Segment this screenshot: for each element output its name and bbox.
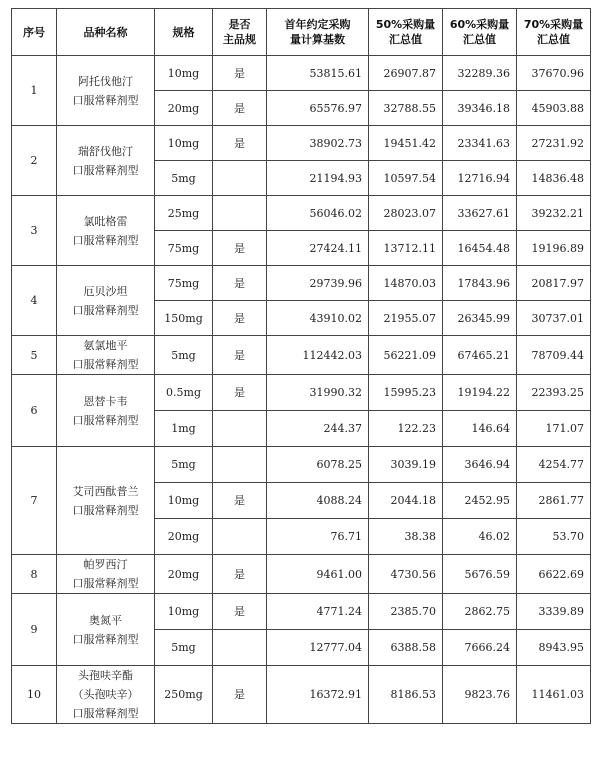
cell-seq: 3 <box>12 196 57 266</box>
drug-name-line: 阿托伐他汀 <box>78 74 133 88</box>
cell-base: 6078.25 <box>267 447 369 483</box>
cell-p60: 2862.75 <box>443 594 517 630</box>
cell-p60: 16454.48 <box>443 231 517 266</box>
cell-p50: 122.23 <box>369 411 443 447</box>
cell-p70: 6622.69 <box>517 555 591 594</box>
cell-p70: 14836.48 <box>517 161 591 196</box>
cell-p70: 171.07 <box>517 411 591 447</box>
cell-main-spec <box>213 411 267 447</box>
drug-name-line: 口服常释剂型 <box>72 93 139 107</box>
cell-base: 16372.91 <box>267 666 369 724</box>
cell-main-spec: 是 <box>213 231 267 266</box>
header-row <box>12 9 591 56</box>
cell-p70: 4254.77 <box>517 447 591 483</box>
cell-p60: 146.64 <box>443 411 517 447</box>
drug-name-line: 口服常释剂型 <box>72 358 139 371</box>
drug-name-line: 奥氮平 <box>89 613 122 627</box>
cell-p70: 78709.44 <box>517 336 591 375</box>
cell-base: 31990.32 <box>267 375 369 411</box>
drug-name-line: 口服常释剂型 <box>72 233 139 247</box>
cell-p70: 45903.88 <box>517 91 591 126</box>
cell-drug-name <box>57 196 155 266</box>
drug-name-line: 恩替卡韦 <box>83 394 128 408</box>
cell-base: 4088.24 <box>267 483 369 519</box>
header-p50: 50%采购量 汇总值 <box>369 9 443 56</box>
cell-base: 53815.61 <box>267 56 369 91</box>
cell-p60: 19194.22 <box>443 375 517 411</box>
header-p70: 70%采购量 汇总值 <box>517 9 591 56</box>
cell-p50: 38.38 <box>369 519 443 555</box>
cell-drug-name <box>57 375 155 447</box>
cell-drug-name <box>57 56 155 126</box>
cell-base: 112442.03 <box>267 336 369 375</box>
drug-name-line: 口服常释剂型 <box>72 413 139 427</box>
cell-seq: 1 <box>12 56 57 126</box>
drug-name-line: 口服常释剂型 <box>72 632 139 646</box>
cell-spec: 10mg <box>155 594 213 630</box>
cell-seq: 4 <box>12 266 57 336</box>
cell-spec: 75mg <box>155 231 213 266</box>
cell-main-spec: 是 <box>213 555 267 594</box>
cell-p60: 32289.36 <box>443 56 517 91</box>
cell-drug-name <box>57 336 155 375</box>
cell-p60: 3646.94 <box>443 447 517 483</box>
cell-spec: 20mg <box>155 519 213 555</box>
cell-seq: 6 <box>12 375 57 447</box>
cell-spec: 25mg <box>155 196 213 231</box>
cell-spec: 5mg <box>155 630 213 666</box>
cell-seq: 5 <box>12 336 57 375</box>
cell-p60: 23341.63 <box>443 126 517 161</box>
cell-p50: 14870.03 <box>369 266 443 301</box>
cell-base: 21194.93 <box>267 161 369 196</box>
header-base: 首年约定采购 量计算基数 <box>267 9 369 56</box>
drug-name-line: 口服常释剂型 <box>72 707 139 720</box>
table-row <box>12 666 591 724</box>
drug-name-line: 氯吡格雷 <box>83 214 128 228</box>
cell-base: 65576.97 <box>267 91 369 126</box>
cell-p50: 3039.19 <box>369 447 443 483</box>
cell-main-spec: 是 <box>213 483 267 519</box>
drug-name-line: 口服常释剂型 <box>72 303 139 317</box>
cell-main-spec: 是 <box>213 126 267 161</box>
cell-main-spec: 是 <box>213 594 267 630</box>
cell-p60: 26345.99 <box>443 301 517 336</box>
drug-name-line: 口服常释剂型 <box>72 577 139 590</box>
drug-name-line: 帕罗西汀 <box>83 558 128 571</box>
table-row <box>12 447 591 483</box>
cell-spec: 10mg <box>155 126 213 161</box>
drug-name-line: 口服常释剂型 <box>72 163 139 177</box>
table-body <box>12 56 591 724</box>
cell-p50: 32788.55 <box>369 91 443 126</box>
cell-p50: 4730.56 <box>369 555 443 594</box>
cell-p70: 27231.92 <box>517 126 591 161</box>
cell-base: 9461.00 <box>267 555 369 594</box>
drug-name-line: 厄贝沙坦 <box>83 284 128 298</box>
cell-p70: 11461.03 <box>517 666 591 724</box>
cell-spec: 1mg <box>155 411 213 447</box>
cell-main-spec <box>213 161 267 196</box>
procurement-table <box>11 8 591 724</box>
cell-main-spec: 是 <box>213 56 267 91</box>
cell-p60: 2452.95 <box>443 483 517 519</box>
table-row <box>12 266 591 301</box>
cell-base: 4771.24 <box>267 594 369 630</box>
cell-p70: 3339.89 <box>517 594 591 630</box>
cell-p60: 5676.59 <box>443 555 517 594</box>
header-p60: 60%采购量 汇总值 <box>443 9 517 56</box>
cell-p50: 2385.70 <box>369 594 443 630</box>
cell-p70: 30737.01 <box>517 301 591 336</box>
cell-base: 29739.96 <box>267 266 369 301</box>
cell-seq: 10 <box>12 666 57 724</box>
cell-drug-name <box>57 266 155 336</box>
cell-spec: 0.5mg <box>155 375 213 411</box>
cell-main-spec <box>213 447 267 483</box>
table-row <box>12 375 591 411</box>
cell-p70: 8943.95 <box>517 630 591 666</box>
cell-p50: 28023.07 <box>369 196 443 231</box>
cell-p60: 9823.76 <box>443 666 517 724</box>
cell-p70: 37670.96 <box>517 56 591 91</box>
cell-drug-name <box>57 666 155 724</box>
cell-seq: 8 <box>12 555 57 594</box>
drug-name-line: 艾司西酞普兰 <box>72 484 139 498</box>
cell-spec: 150mg <box>155 301 213 336</box>
cell-main-spec: 是 <box>213 266 267 301</box>
cell-p60: 17843.96 <box>443 266 517 301</box>
drug-name-line: 口服常释剂型 <box>72 503 139 517</box>
cell-main-spec: 是 <box>213 336 267 375</box>
cell-main-spec: 是 <box>213 301 267 336</box>
cell-seq: 9 <box>12 594 57 666</box>
cell-p50: 10597.54 <box>369 161 443 196</box>
cell-base: 76.71 <box>267 519 369 555</box>
cell-p70: 22393.25 <box>517 375 591 411</box>
cell-drug-name <box>57 126 155 196</box>
cell-main-spec <box>213 519 267 555</box>
table-row <box>12 336 591 375</box>
drug-name-line: 头孢呋辛酯 <box>78 669 133 682</box>
cell-spec: 250mg <box>155 666 213 724</box>
drug-name-line: 氨氯地平 <box>83 339 128 352</box>
cell-p70: 39232.21 <box>517 196 591 231</box>
cell-main-spec: 是 <box>213 666 267 724</box>
cell-seq: 2 <box>12 126 57 196</box>
cell-spec: 10mg <box>155 483 213 519</box>
table-row <box>12 126 591 161</box>
cell-p70: 2861.77 <box>517 483 591 519</box>
cell-p60: 12716.94 <box>443 161 517 196</box>
cell-drug-name <box>57 594 155 666</box>
cell-spec: 10mg <box>155 56 213 91</box>
cell-spec: 20mg <box>155 91 213 126</box>
cell-base: 38902.73 <box>267 126 369 161</box>
table-row <box>12 555 591 594</box>
cell-base: 244.37 <box>267 411 369 447</box>
cell-p60: 33627.61 <box>443 196 517 231</box>
cell-p60: 39346.18 <box>443 91 517 126</box>
cell-spec: 5mg <box>155 336 213 375</box>
table-row <box>12 594 591 630</box>
cell-main-spec: 是 <box>213 375 267 411</box>
cell-p50: 21955.07 <box>369 301 443 336</box>
cell-spec: 5mg <box>155 161 213 196</box>
cell-p50: 13712.11 <box>369 231 443 266</box>
table-row <box>12 196 591 231</box>
cell-spec: 5mg <box>155 447 213 483</box>
cell-spec: 20mg <box>155 555 213 594</box>
cell-spec: 75mg <box>155 266 213 301</box>
cell-base: 56046.02 <box>267 196 369 231</box>
cell-drug-name <box>57 447 155 555</box>
table-row <box>12 56 591 91</box>
cell-main-spec: 是 <box>213 91 267 126</box>
cell-main-spec <box>213 196 267 231</box>
header-spec: 规格 <box>155 9 213 56</box>
cell-base: 27424.11 <box>267 231 369 266</box>
cell-p60: 46.02 <box>443 519 517 555</box>
cell-p70: 19196.89 <box>517 231 591 266</box>
cell-p50: 26907.87 <box>369 56 443 91</box>
procurement-table-container <box>11 8 591 724</box>
cell-seq: 7 <box>12 447 57 555</box>
cell-p50: 56221.09 <box>369 336 443 375</box>
cell-p70: 20817.97 <box>517 266 591 301</box>
cell-p50: 2044.18 <box>369 483 443 519</box>
header-seq: 序号 <box>12 9 57 56</box>
cell-base: 12777.04 <box>267 630 369 666</box>
cell-p50: 19451.42 <box>369 126 443 161</box>
cell-drug-name <box>57 555 155 594</box>
cell-base: 43910.02 <box>267 301 369 336</box>
header-main: 是否 主品规 <box>213 9 267 56</box>
drug-name-line: 瑞舒伐他汀 <box>78 144 133 158</box>
drug-name-line: （头孢呋辛） <box>72 688 139 701</box>
cell-p60: 67465.21 <box>443 336 517 375</box>
cell-p50: 6388.58 <box>369 630 443 666</box>
cell-p50: 15995.23 <box>369 375 443 411</box>
cell-p60: 7666.24 <box>443 630 517 666</box>
header-name: 品种名称 <box>57 9 155 56</box>
cell-p50: 8186.53 <box>369 666 443 724</box>
cell-main-spec <box>213 630 267 666</box>
cell-p70: 53.70 <box>517 519 591 555</box>
